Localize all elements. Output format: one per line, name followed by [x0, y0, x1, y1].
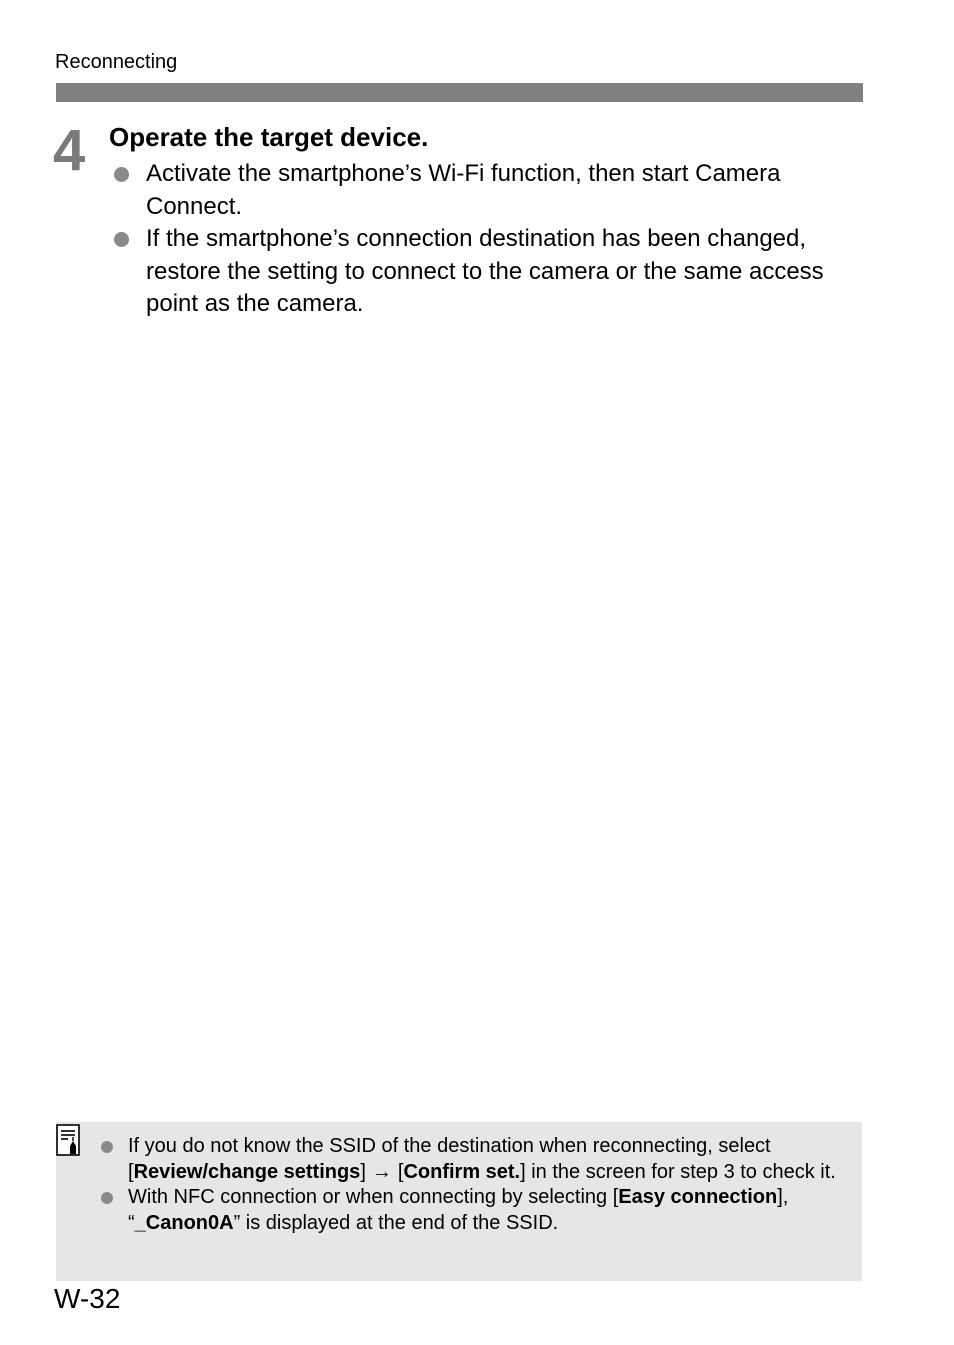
- step-title: Operate the target device.: [109, 122, 429, 152]
- step-number: 4: [53, 118, 86, 183]
- note-text: With NFC connection or when connecting by selecting [Easy connection], “_Canon0A” is displayed at the end of the SSID.: [128, 1186, 789, 1234]
- note-box: [56, 1122, 862, 1281]
- note-text: If you do not know the SSID of the destination when reconnecting, select [Review/change settings] → [Confirm set.] in the screen for step 3 to check it.: [128, 1135, 836, 1183]
- list-item-text: If the smartphone’s connection destination has been changed, restore the setting to connect to the camera or the same access point as the camera.: [146, 225, 824, 317]
- memo-icon: [56, 1124, 82, 1158]
- step-instructions: [110, 158, 870, 321]
- header-bar: [56, 83, 863, 102]
- bullet-icon: [101, 1192, 113, 1204]
- note-list: [100, 1134, 850, 1236]
- section-header: Reconnecting: [55, 51, 178, 73]
- list-item: [110, 223, 870, 321]
- arrow-right-icon: →: [371, 1160, 392, 1183]
- ssid-suffix: _Canon0A: [134, 1211, 234, 1234]
- list-item-text: Activate the smartphone’s Wi-Fi function, then start Camera Connect.: [146, 160, 781, 220]
- page-number: W-32: [54, 1283, 121, 1314]
- menu-item-easy-connection: Easy connection: [618, 1186, 778, 1208]
- list-item: [100, 1134, 850, 1185]
- bullet-icon: [114, 232, 129, 247]
- bullet-icon: [101, 1141, 113, 1153]
- list-item: [110, 158, 870, 223]
- menu-item-confirm-set: Confirm set.: [403, 1160, 521, 1183]
- bullet-icon: [114, 167, 129, 182]
- menu-item-review-change-settings: Review/change settings: [133, 1160, 361, 1183]
- list-item: [100, 1185, 850, 1236]
